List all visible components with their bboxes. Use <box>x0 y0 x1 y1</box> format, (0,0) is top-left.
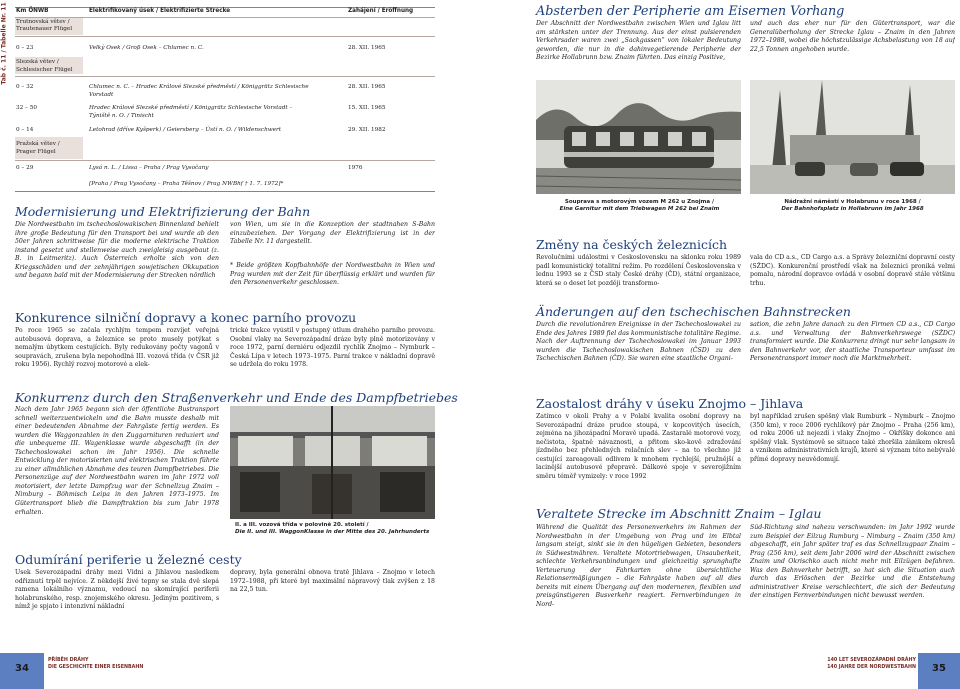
paragraph-absterben-1: Der Abschnitt der Nordwestbahn zwischen Wien und Iglau litt am stärksten unter der Trennung. Aus der einst pulsierenden Verkehrsader waren zwei „Sackgassen“ von lokaler Bedeutung geworden, die nur in die dahinvegetierende Peripherie der Bezirke Hollabrunn bzw. Znaim führten. Das einzig Positive, <box>536 20 741 62</box>
paragraph-veraltete-1: Während die Qualität des Personenverkehrs im Rahmen der Nordwestbahn in der Umgebung von Prag und im Elbtal langsam steigt, sinkt sie in den hügeligen Gebieten, besonders in Südwestmähren. Veraltete Motortriebwagen, Unsauberkeit, schlechte Verkehrsanbindungen und gleichzeitig sprunghafte Verteuerung der Fahrkarten ohne übersichtliche Relationsermäßigungen – die Fahrgäste haben auf all dies bereits mit einem Übergang auf den moderneren, flexiblen und preisgünstigeren Busverkehr reagiert. Fernverbindungen in Nord- <box>536 524 741 608</box>
table-row-date: 15. XII. 1965 <box>348 105 386 111</box>
photo-hollabrunn-square <box>750 80 955 194</box>
caption-wagon-cz: II. a III. vozová třída v polovině 20. století / <box>235 522 369 528</box>
table-row-km: 32 – 50 <box>16 105 37 111</box>
footnote: * Beide größten Kopfbahnhöfe der Nordwestbahn in Wien und Prag wurden mit der Zeit für überflüssig erklärt und wurden für den Personenverkehr geschlossen. <box>230 262 435 287</box>
paragraph-zmeny-1: Revolučními událostmi v Československu na sklonku roku 1989 padl komunistický totalitní režim. Po rozdělení Československa v lednu 1993 se z ČSD staly České dráhy (ČD), státní organizace, která se o deset let později transformo- <box>536 254 741 287</box>
paragraph-zaostalost-2: byl například zrušen spěšný vlak Rumburk – Nymburk – Znojmo (350 km), v roce 2006 rychlíkový pár Znojmo – Praha (256 km), od roku 2006 už nejezdí i vlaky Znojmo – Okříšky dokonce ani spěšný vlak. Systémově se situace také zhoršila zánikem okresů a vznikem administrativních krajů, které si význam této nebývalé přímé dopravy neuvědomují. <box>750 413 955 463</box>
table-row-section: Chlumec n. C. – Hradec Králové Slezské předměstí / Königgrätz Schlesische <box>89 84 309 90</box>
heading-veraltete: Veraltete Strecke im Abschnitt Znaim – Iglau <box>536 506 822 521</box>
table-row-label: Slezská větev / <box>16 59 59 65</box>
caption-hollabrunn-de: Der Bahnhofsplatz in Hollabrunn im Jahr 1968 <box>781 206 924 212</box>
heading-modernisierung: Modernisierung und Elektrifizierung der Bahn <box>15 204 311 219</box>
paragraph-aenderungen-2: sation, die zehn Jahre danach zu den Firmen ČD a.s., ČD Cargo a.s. und Verwaltung der Bahnverkehrswege (SŽDC) transformiert wurde. Die Konkurrenz dringt nur sehr langsam in den Bahnverkehr vor, der staatliche Transporteur umfasst im Personentransport immer noch die Marktmehrheit. <box>750 321 955 363</box>
paragraph-odumirani-1: Úsek Severozápadní dráhy mezi Vídní a Jihlavou nasledkem odřiznutí trpěl nejvíce. Z někdejší živé tepny se stala dvě slepá ramena lokálního významu, vedoucí na skomírající periferii holabrunského, resp. znojemského okresu. Jediným pozitivem, s nímž je spjato i intenzivní nákladní <box>15 569 219 611</box>
table-header-opening: Zahájení / Eröffnung <box>348 8 414 14</box>
footer-title-right: 140 LET SEVEROZÁPADNÍ DRÁHY <box>827 658 916 663</box>
table-row-section: Letohrad (dříve Kyšperk) / Geiersberg – Ústí n. O. / Wildenschwert <box>89 127 281 133</box>
photo-train-znojmo <box>536 80 741 194</box>
heading-absterben: Absterben der Peripherie am Eisernen Vorhang <box>536 4 845 19</box>
caption-hollabrunn-cz: Nádražní náměstí v Holabrunu v roce 1968 / <box>784 199 921 205</box>
table-row-section: Vorstadt <box>89 92 114 98</box>
heading-zmeny: Změny na českých železnicích <box>536 237 728 252</box>
table-row-km: 0 – 29 <box>16 165 34 171</box>
table-row-date: 29. XII. 1982 <box>348 127 386 133</box>
table-header-km: Km ÖNWB <box>16 8 49 14</box>
table-header-section: Elektrifikovaný úsek / Elektrifizierte Strecke <box>89 8 231 14</box>
footer-subtitle-left: DIE GESCHICHTE EINER EISENBAHN <box>48 665 144 670</box>
table-row-label: Prager Flügel <box>16 149 56 155</box>
heading-konkurrenz: Konkurrenz durch den Straßenverkehr und Ende des Dampfbetriebes <box>15 390 458 405</box>
table-row-section: Týniště n. O. / Tinischt <box>89 113 154 119</box>
heading-aenderungen: Änderungen auf den tschechischen Bahnstrecken <box>536 304 851 319</box>
paragraph-konkurence-2: trické trakce vyústil v postupný útlum drahého parního provozu. Osobní vlaky na Severozápadní dráze byly plně motorizovány v roce 1972, parní derniéru odjezdil rychlík Znojmo – Nymburk – Česká Lípa v letech 1973–1975. Parní trakce v nákladní dopravě se udržela do roku 1978. <box>230 327 435 369</box>
page-number-right: 35 <box>932 663 946 674</box>
caption-train <box>542 199 737 213</box>
table-row-date: 28. XII. 1965 <box>348 84 386 90</box>
caption-hollabrunn <box>755 199 950 213</box>
table-row-km: 0 – 14 <box>16 127 34 133</box>
heading-zaostalost: Zaostalost dráhy v úseku Znojmo – Jihlava <box>536 396 804 411</box>
table-row-section: [Praha / Prag Vysočany – Praha Těšnov / Prag NWBhf † 1. 7. 1972]* <box>89 181 284 187</box>
table-row-label: Schlesischer Flügel <box>16 67 73 73</box>
paragraph-modernisierung-2: von Wien, um sie in die Konzeption der stadtnahen S-Bahn einzubeziehen. Der Vorgang der Elektrifizierung ist in der Tabelle Nr. 11 dargestellt. <box>230 221 435 246</box>
footer-subtitle-right: 140 JAHRE DER NORDWESTBAHN <box>827 665 916 670</box>
side-label: Tab č. 11 / Tabelle Nr. 11 <box>0 2 8 85</box>
table-row-date: 28. XII. 1965 <box>348 45 386 51</box>
table-row-km: 0 – 32 <box>16 84 34 90</box>
photo-wagon-interior <box>230 406 435 519</box>
paragraph-aenderungen-1: Durch die revolutionären Ereignisse in der Tschechoslowakei zu Ende des Jahres 1989 fiel das kommunistische totalitäre Regime. Nach der Auftrennung der Tschechoslowakei im Januar 1993 wurden die Tschechoslowakischen Bahnen (ČSD) zu den Tschechischen Bahnen (ČD). Sie waren eine staatliche Organi- <box>536 321 741 363</box>
table-row-km: 0 – 23 <box>16 45 34 51</box>
paragraph-absterben-2: und auch das eher nur für den Gütertransport, war die Generalüberholung der Strecke Iglau – Znaim in den Jahren 1972–1988, wobei die höchstzulässige Achsbelastung von 18 auf 22,5 Tonnen angehoben wurde. <box>750 20 955 53</box>
paragraph-odumirani-2: dopravy, byla generální obnova tratě Jihlava – Znojmo v letech 1972–1988, při které byl maximální nápravový tlak zvýšen z 18 na 22,5 tun. <box>230 569 435 594</box>
caption-wagon <box>235 522 435 536</box>
table-row-label: Trautenauer Flügel <box>16 26 73 32</box>
footer-title-left: PŘÍBĚH DRÁHY <box>48 658 89 663</box>
paragraph-zmeny-2: vala do ČD a.s., ČD Cargo a.s. a Správy železniční dopravní cesty (SŽDC). Konkurenční prostředí však na železnici proniká velmi pomalu, národní dopravce ovládá v osobní dopravě stále většinu trhu. <box>750 254 955 287</box>
table-row-date: 1976 <box>348 165 363 171</box>
caption-wagon-de: Die II. und III. WaggonKlasse in der Mitte des 20. Jahrhunderts <box>235 529 430 535</box>
page-number-left: 34 <box>15 663 29 674</box>
table-row-label: Pražská větev / <box>16 141 60 147</box>
paragraph-konkurence-1: Po roce 1965 se začala rychlým tempem rozvíjet veřejná autobusová doprava, a železnice se proto musely potýkat s nemalým úbytkem cestujících. Byly redukovány počty vagonů v soupravách, zrušena byla nepohodlná III. vozová třída (v ČSR již roku 1956). Rychlý rozvoj motorové a elek- <box>15 327 219 369</box>
caption-train-de: Eine Garnitur mit dem Triebwagen M 262 bei Znaim <box>559 206 720 212</box>
paragraph-modernisierung-1: Die Nordwestbahn im tschechoslowakischen Binnenland behielt ihre große Bedeutung für den Transport bei und wurde ab den 50er Jahren schrittweise für die moderne elektrische Traktion instand gesetzt und stellenweise auch zweigleisig ausgebaut (z. B. in Leitmeritz). Auch Österreich erholte sich von den Kriegsschäden und der zehnjährigen sowjetischen Okkupation und begann bald mit der Modernisierung der Strecken nördlich <box>15 221 219 280</box>
table-row-label: Trutnovská větev / <box>16 19 70 25</box>
heading-konkurence: Konkurence silniční dopravy a konec parního provozu <box>15 310 357 325</box>
table-row-section: Hradec Králové Slezské předměstí / Königgrätz Schlesische Vorstadt – <box>89 105 293 111</box>
paragraph-zaostalost-1: Zatímco v okolí Prahy a v Polabí kvalita osobní dopravy na Severozápadní dráze prudce stoupá, v kopcovitých úsecích, zejména na jihozápadní Moravě upadá. Zastaralé motorové vozy, nečistota, špatně návaznosti, a přitom sko-kově zdražování jízdného bez přehledných relačních slev – na to všechno již cestující zareagovali odlivem k mnohem rychlejší, pružnější a lacinější autobusové přepravě. Dálkové spoje v severojižním směru téměř vymizely: v roce 1992 <box>536 413 741 480</box>
paragraph-veraltete-2: Süd-Richtung sind nahezu verschwunden: im Jahr 1992 wurde zum Beispiel der Eilzug Rumburg – Nimburg – Znaim (350 km) abgeschafft, ein Jahr später traf es das Schnellzugpaar Znaim – Prag (256 km), seit dem Jahr 2006 wird der Abschnitt zwischen Znaim und Okrischko auch nicht mehr mit Eilzügen befahren. Was den Bahnverkehr betrifft, so hat sich die Situation auch durch das Erlöschen der Bezirke und die Entstehung administrativer Kreise verschlechtert, die sich der Bedeutung der einstigen Fernverbindungen nicht bewusst werden. <box>750 524 955 600</box>
table-row-section: Velký Osek / Groß Osek – Chlumec n. C. <box>89 45 204 51</box>
caption-train-cz: Souprava s motorovým vozem M 262 u Znojma / <box>564 199 715 205</box>
paragraph-konkurrenz: Nach dem Jahr 1965 begann sich der öffentliche Bustransport schnell weiterzuentwickeln und die Bahn musste deshalb mit einer bedeutenden Abnahme der Fahrgäste fertig werden. Es wurden die Waggonzahlen in den Zuggarnituren reduziert und die unbequeme III. Wagenklasse wurde abgeschafft (in der Tschechoslowakei schon im Jahr 1956). Die schnelle Entwicklung der motorisierten und elektrischen Traktion führte zu einer allmählichen Abnahme des teuren Dampfbetriebes. Die Personenzüge auf der Nordwestbahn waren im Jahr 1972 voll motorisiert, der letzte Dampfzug war der Schnellzug Znaim – Nimburg – Böhmisch Leipa in den Jahren 1973–1975. Im Gütertransport blieb die Dampftraktion bis zum Jahr 1978 erhalten. <box>15 406 219 516</box>
heading-odumirani: Odumírání periferie u železné cesty <box>15 552 242 567</box>
table-row-section: Lysá n. L. / Lissa – Praha / Prag Vysočany <box>89 165 209 171</box>
